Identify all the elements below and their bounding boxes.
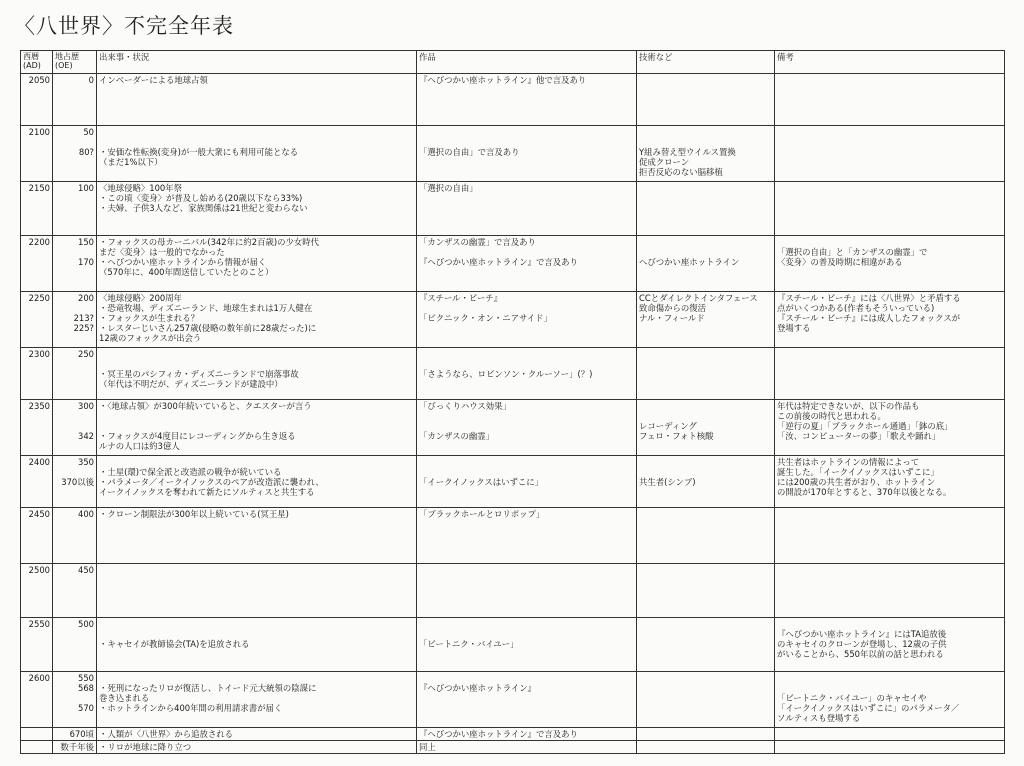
ad-cell — [21, 618, 53, 672]
works-cell — [417, 400, 637, 456]
cell-line — [419, 673, 634, 683]
cell-line: 「カンザスの幽霊」で言及あり — [419, 237, 536, 247]
notes-cell — [775, 564, 1005, 618]
header-notes: 備考 — [775, 51, 1005, 74]
table-row — [21, 126, 1005, 182]
oe-cell — [53, 236, 97, 292]
cell-line: フェロ・フォト核酸 — [639, 431, 714, 441]
ad-cell — [21, 74, 53, 126]
cell-line: 拒否反応のない脳移植 — [639, 167, 723, 177]
cell-line: 225? — [73, 323, 94, 333]
cell-line: 2150 — [28, 183, 50, 193]
cell-line: CCとダイレクトインタフェース — [639, 293, 758, 303]
chronology-table — [20, 50, 1005, 754]
notes-cell — [775, 741, 1005, 754]
table-row — [21, 672, 1005, 728]
cell-line: には200歳の共生者がおり、ホットライン — [777, 477, 936, 487]
cell-line: 共生者(シンブ) — [639, 477, 696, 487]
cell-line: 213? — [73, 313, 94, 323]
cell-line: 『へびつかい座ホットライン』にはTA追放後 — [777, 629, 947, 639]
cell-line — [639, 467, 772, 477]
cell-line: 誕生した。「イークイノックスはいずこに」 — [777, 467, 939, 477]
cell-line: ・レスターじいさん257歳(侵略の数年前に28歳だった)に — [99, 323, 317, 333]
cell-line — [419, 349, 634, 359]
header-events: 出来事・状況 — [97, 51, 417, 74]
cell-line: ・リロが地球に降り立つ — [99, 742, 192, 752]
cell-line: 「選択の自由」 — [419, 183, 478, 193]
events-cell — [97, 74, 417, 126]
cell-line — [419, 303, 634, 313]
oe-cell — [53, 126, 97, 182]
cell-line: ・フォックスが4度目にレコーディングから生き返る — [99, 431, 296, 441]
cell-line: Y組み替え型ウイルス置換 — [639, 147, 736, 157]
oe-cell — [53, 400, 97, 456]
ad-cell — [21, 348, 53, 400]
cell-line: （570年に、400年間送信していたとのこと） — [99, 267, 274, 277]
cell-line: レコーディング — [639, 421, 697, 431]
cell-line — [99, 359, 414, 369]
events-cell — [97, 728, 417, 741]
table-body — [21, 74, 1005, 754]
cell-line: 「ブラックホールとロリポップ」 — [419, 509, 545, 519]
cell-line: ・クローン制限法が300年以上続いている(冥王星) — [99, 509, 289, 519]
cell-line: ソルティスも登場する — [777, 713, 861, 723]
events-cell — [97, 456, 417, 508]
cell-line — [99, 137, 414, 147]
cell-line: ・ホットラインから400年間の利用請求書が届く — [99, 703, 283, 713]
header-works: 作品 — [417, 51, 637, 74]
cell-line: 「選択の自由」と「カンザスの幽霊」で — [777, 247, 928, 257]
cell-line: 「びっくりハウス効果」 — [419, 401, 511, 411]
cell-line — [419, 467, 634, 477]
cell-line: 『へびつかい座ホットライン』で言及あり — [419, 257, 578, 267]
tech-cell — [637, 564, 775, 618]
cell-line — [99, 411, 414, 421]
events-cell — [97, 126, 417, 182]
notes-cell — [775, 292, 1005, 348]
cell-line — [419, 247, 634, 257]
cell-line: ・安価な性転換(変身)が一般大衆にも利用可能となる — [99, 147, 299, 157]
cell-line: 550 — [78, 673, 94, 683]
oe-cell — [53, 292, 97, 348]
oe-cell — [53, 74, 97, 126]
tech-cell — [637, 182, 775, 236]
cell-line: 『へびつかい座ホットライン』 — [419, 683, 536, 693]
tech-cell — [637, 74, 775, 126]
works-cell — [417, 618, 637, 672]
table-row — [21, 400, 1005, 456]
cell-line — [639, 247, 772, 257]
tech-cell — [637, 236, 775, 292]
ad-cell — [21, 564, 53, 618]
events-cell — [97, 564, 417, 618]
cell-line: 同上 — [419, 742, 436, 752]
cell-line: 568 — [78, 683, 94, 693]
cell-line: 「ピクニック・オン・ニアサイド」 — [419, 313, 552, 323]
cell-line — [777, 683, 1002, 693]
cell-line — [639, 401, 772, 411]
cell-line: この前後の時代と思われる。 — [777, 411, 886, 421]
cell-line: 2350 — [28, 401, 50, 411]
cell-line — [419, 359, 634, 369]
tech-cell — [637, 456, 775, 508]
cell-line — [419, 619, 634, 629]
cell-line — [55, 467, 94, 477]
cell-line: 100 — [78, 183, 94, 193]
notes-cell — [775, 672, 1005, 728]
ad-cell — [21, 456, 53, 508]
cell-line: イークイノックスを奪われて新たにソルティスと共生する — [99, 487, 315, 497]
cell-line: 数千年後 — [60, 742, 94, 752]
cell-line — [55, 137, 94, 147]
cell-line: 2400 — [28, 457, 50, 467]
tech-cell — [637, 618, 775, 672]
cell-line: 570 — [78, 703, 94, 713]
cell-line: 670頃 — [69, 729, 94, 739]
cell-line — [639, 457, 772, 467]
cell-line: （年代は不明だが、ディズニーランドが建設中） — [99, 379, 283, 389]
oe-cell — [53, 618, 97, 672]
cell-line: ・土星(環)で保全派と改造派の戦争が続いている — [99, 467, 282, 477]
cell-line: 致命傷からの復活 — [639, 303, 706, 313]
header-oe: 地占歴 (OE) — [53, 51, 97, 74]
cell-line: 300 — [78, 401, 94, 411]
cell-line — [777, 237, 1002, 247]
ad-cell — [21, 728, 53, 741]
cell-line: ・夫婦、子供3人など、家族関係は21世紀と変わらない — [99, 203, 308, 213]
cell-line: 150 — [78, 237, 94, 247]
cell-line: ・フォックスの母カーニバル(342年に約2百歳)の少女時代 — [99, 237, 319, 247]
cell-line — [99, 457, 414, 467]
cell-line: 『へびつかい座ホットライン』で言及あり — [419, 729, 578, 739]
cell-line: 促成クローン — [639, 157, 690, 167]
works-cell — [417, 182, 637, 236]
cell-line: 2500 — [28, 565, 50, 575]
oe-cell — [53, 728, 97, 741]
cell-line: 「汝、コンピューターの夢」「歌えや踊れ」 — [777, 431, 941, 441]
notes-cell — [775, 508, 1005, 564]
ad-cell — [21, 182, 53, 236]
cell-line — [639, 411, 772, 421]
cell-line: ルナの人口は約3億人 — [99, 441, 180, 451]
table-row — [21, 618, 1005, 672]
events-cell — [97, 400, 417, 456]
works-cell — [417, 728, 637, 741]
ad-cell — [21, 400, 53, 456]
ad-cell — [21, 236, 53, 292]
cell-line — [99, 421, 414, 431]
cell-line: （まだ1%以下） — [99, 157, 163, 167]
cell-line — [55, 693, 94, 703]
cell-line — [55, 303, 94, 313]
cell-line — [419, 457, 634, 467]
works-cell — [417, 508, 637, 564]
cell-line: 年代は特定できないが、以下の作品も — [777, 401, 920, 411]
cell-line — [99, 673, 414, 683]
cell-line: 2550 — [28, 619, 50, 629]
ad-cell — [21, 672, 53, 728]
ad-cell — [21, 126, 53, 182]
cell-line: 370以後 — [61, 477, 94, 487]
cell-line: 「選択の自由」で言及あり — [419, 147, 520, 157]
cell-line — [419, 411, 634, 421]
table-row — [21, 74, 1005, 126]
tech-cell — [637, 728, 775, 741]
cell-line — [419, 629, 634, 639]
notes-cell — [775, 126, 1005, 182]
cell-line — [99, 127, 414, 137]
cell-line — [419, 137, 634, 147]
works-cell — [417, 741, 637, 754]
notes-cell — [775, 456, 1005, 508]
cell-line: 共生者はホットラインの情報によって — [777, 457, 920, 467]
table-row — [21, 236, 1005, 292]
table-row — [21, 182, 1005, 236]
cell-line: ・フォックスが生まれる？ — [99, 313, 199, 323]
cell-line: 170 — [78, 257, 94, 267]
cell-line: ・この頃〈変身〉が普及し始める(20歳以下なら33%) — [99, 193, 303, 203]
oe-cell — [53, 741, 97, 754]
cell-line: 「イークイノックスはいずこに」のパラメータ／ — [777, 703, 960, 713]
cell-line: 2050 — [28, 75, 50, 85]
cell-line: 〈地球侵略〉100年祭 — [99, 183, 182, 193]
works-cell — [417, 236, 637, 292]
cell-line: 342 — [78, 431, 94, 441]
header-ad: 西暦 (AD) — [21, 51, 53, 74]
tech-cell — [637, 741, 775, 754]
cell-line: 2250 — [28, 293, 50, 303]
cell-line: ・人類が〈八世界〉から追放される — [99, 729, 233, 739]
cell-line — [639, 137, 772, 147]
notes-cell — [775, 400, 1005, 456]
cell-line: 50 — [83, 127, 94, 137]
works-cell — [417, 74, 637, 126]
ad-cell — [21, 741, 53, 754]
tech-cell — [637, 400, 775, 456]
cell-line: インベーダーによる地球占領 — [99, 75, 208, 85]
cell-line: 250 — [78, 349, 94, 359]
works-cell — [417, 564, 637, 618]
works-cell — [417, 126, 637, 182]
cell-line — [99, 629, 414, 639]
cell-line — [99, 619, 414, 629]
cell-line — [419, 127, 634, 137]
cell-line: へびつかい座ホットライン — [639, 257, 740, 267]
events-cell — [97, 672, 417, 728]
cell-line: 350 — [78, 457, 94, 467]
cell-line: 2200 — [28, 237, 50, 247]
cell-line: 『スチール・ビーチ』 — [419, 293, 503, 303]
cell-line: ・冥王星のパシフィカ・ディズニーランドで崩落事故 — [99, 369, 299, 379]
cell-line: ナル・フィールド — [639, 313, 705, 323]
works-cell — [417, 292, 637, 348]
notes-cell — [775, 182, 1005, 236]
cell-line: 500 — [78, 619, 94, 629]
table-row — [21, 728, 1005, 741]
cell-line — [419, 421, 634, 431]
events-cell — [97, 292, 417, 348]
cell-line: 点がいくつかある(作者もそういっている) — [777, 303, 935, 313]
cell-line — [639, 127, 772, 137]
cell-line: 80? — [78, 147, 94, 157]
cell-line: 『スチール・ビーチ』には成人したフォックスが — [777, 313, 961, 323]
works-cell — [417, 348, 637, 400]
oe-cell — [53, 456, 97, 508]
cell-line: ・キャセイが教師協会(TA)を追放される — [99, 639, 250, 649]
cell-line — [99, 349, 414, 359]
ad-cell — [21, 292, 53, 348]
cell-line: の開設が170年とすると、370年以後となる。 — [777, 487, 952, 497]
oe-cell — [53, 182, 97, 236]
tech-cell — [637, 292, 775, 348]
events-cell — [97, 236, 417, 292]
works-cell — [417, 672, 637, 728]
works-cell — [417, 456, 637, 508]
table-row — [21, 348, 1005, 400]
page-title: 〈八世界〉不完全年表 — [14, 14, 234, 38]
cell-line: まだ〈変身〉は一般的でなかった — [99, 247, 225, 257]
cell-line: 「さようなら、ロビンソン・クルーソー」(？) — [419, 369, 593, 379]
table-row — [21, 456, 1005, 508]
tech-cell — [637, 126, 775, 182]
cell-line: 「逆行の夏」「ブラックホール通過」「鉢の底」 — [777, 421, 953, 431]
events-cell — [97, 741, 417, 754]
cell-line: 2600 — [28, 673, 50, 683]
cell-line: 〈変身〉の普及時期に相違がある — [777, 257, 903, 267]
cell-line: 400 — [78, 509, 94, 519]
cell-line: ・恐竜牧場、ディズニーランド、地球生まれは1万人健在 — [99, 303, 313, 313]
cell-line: 2300 — [28, 349, 50, 359]
cell-line: 『へびつかい座ホットライン』他で言及あり — [419, 75, 587, 85]
cell-line: のキャセイのクローンが登場し、12歳の子供 — [777, 639, 947, 649]
cell-line: ・パラメータ／イークイノックスのペアが改造派に襲われ、 — [99, 477, 324, 487]
events-cell — [97, 618, 417, 672]
cell-line: ・へびつかい座ホットラインから情報が届く — [99, 257, 267, 267]
header-row — [21, 51, 1005, 74]
tech-cell — [637, 508, 775, 564]
events-cell — [97, 182, 417, 236]
cell-line: 巻き込まれる — [99, 693, 150, 703]
notes-cell — [775, 74, 1005, 126]
cell-line: 200 — [78, 293, 94, 303]
table-row — [21, 564, 1005, 618]
oe-cell — [53, 348, 97, 400]
cell-line: 12歳のフォックスが出会う — [99, 333, 202, 343]
table-row — [21, 741, 1005, 754]
cell-line: 『スチール・ビーチ』には〈八世界〉と矛盾する — [777, 293, 961, 303]
ad-cell — [21, 508, 53, 564]
cell-line — [639, 237, 772, 247]
events-cell — [97, 508, 417, 564]
cell-line: 「イークイノックスはいずこに」 — [419, 477, 544, 487]
notes-cell — [775, 348, 1005, 400]
cell-line: 「ビートニク・バイユー」のキャセイや — [777, 693, 927, 703]
cell-line: 「ビートニク・バイユー」 — [419, 639, 519, 649]
oe-cell — [53, 672, 97, 728]
oe-cell — [53, 564, 97, 618]
tech-cell — [637, 672, 775, 728]
cell-line: がいることから、550年以前の話と思われる — [777, 649, 944, 659]
tech-cell — [637, 348, 775, 400]
cell-line: 450 — [78, 565, 94, 575]
cell-line: 登場する — [777, 323, 811, 333]
cell-line — [55, 411, 94, 421]
header-tech: 技術など — [637, 51, 775, 74]
notes-cell — [775, 236, 1005, 292]
oe-cell — [53, 508, 97, 564]
cell-line — [777, 673, 1002, 683]
cell-line: 2100 — [28, 127, 50, 137]
cell-line — [55, 421, 94, 431]
notes-cell — [775, 728, 1005, 741]
cell-line: 〈地球侵略〉200周年 — [99, 293, 182, 303]
table-row — [21, 508, 1005, 564]
cell-line: 2450 — [28, 509, 50, 519]
cell-line: ・〈地球占領〉が300年続いていると、クエスターが言う — [99, 401, 312, 411]
table-row — [21, 292, 1005, 348]
cell-line — [777, 619, 1002, 629]
cell-line: 「カンザスの幽霊」 — [419, 431, 495, 441]
notes-cell — [775, 618, 1005, 672]
cell-line — [55, 247, 94, 257]
events-cell — [97, 348, 417, 400]
cell-line: 0 — [88, 75, 94, 85]
cell-line: ・死刑になったリロが復活し、トイード元大統領の陰謀に — [99, 683, 317, 693]
